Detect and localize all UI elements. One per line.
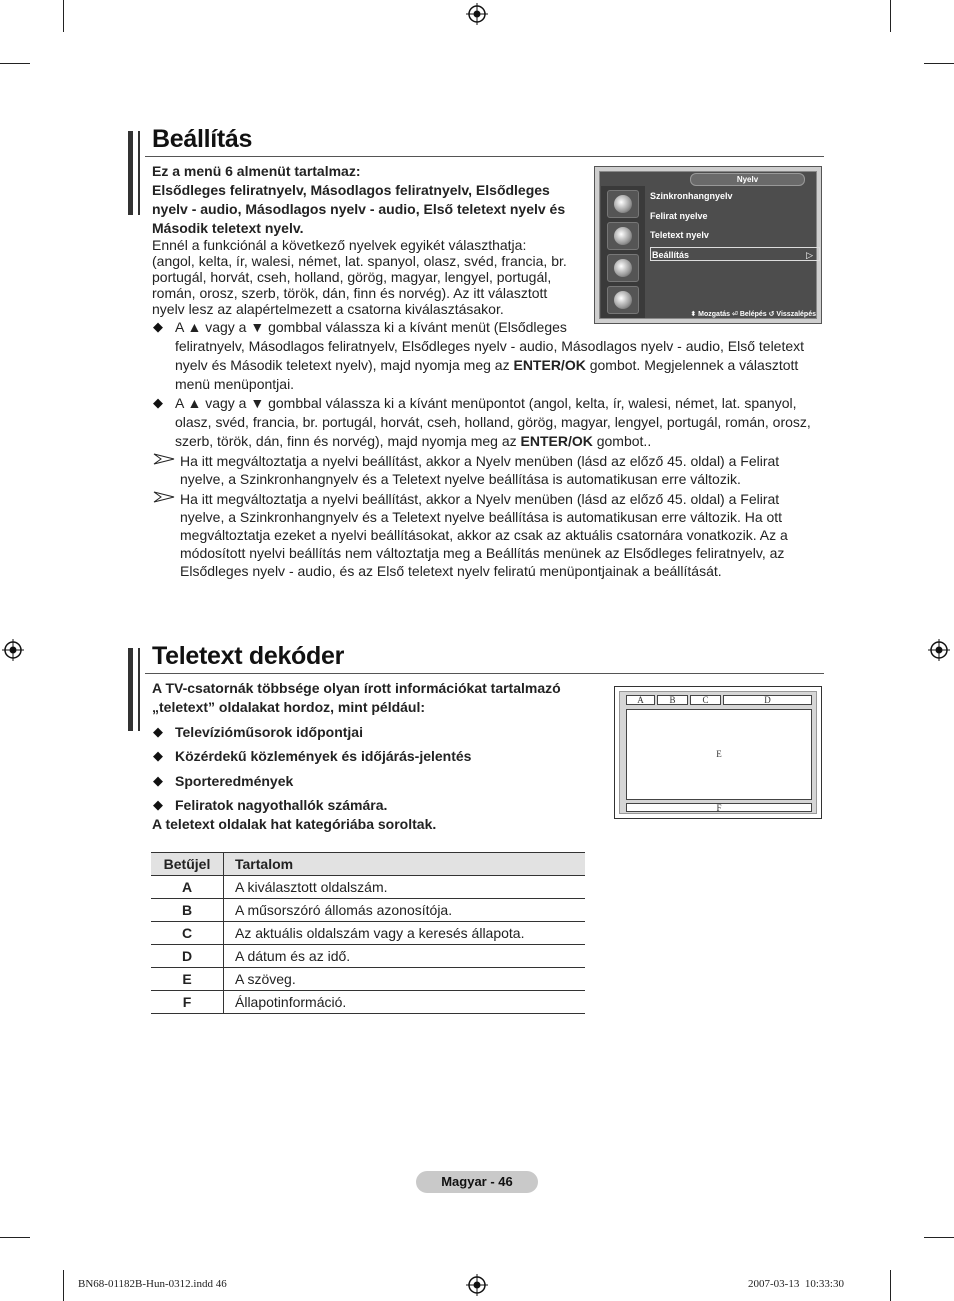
table-row (151, 945, 585, 968)
registration-mark-icon (466, 1274, 488, 1296)
bullet-line: nyelv és Második teletext nyelv), majd nyomja meg az ENTER/OK gombot. Megjelennek a választott (175, 357, 799, 373)
bullet-line: olasz, svéd, francia, br. portugál, horvát, cseh, holland, görög, magyar, lengyel, portugál, román, orosz, (175, 414, 811, 430)
table-cell-content: A műsorszóró állomás azonosítója. (224, 899, 586, 922)
bullet-line: feliratnyelv, Másodlagos feliratnyelv, Elsődleges nyelv - audio, Másodlagos nyelv - audio, Első teletext (175, 338, 805, 354)
registration-mark-icon (466, 3, 488, 25)
bullet-line: Közérdekű közlemények és időjárás-jelentés (175, 748, 472, 764)
menu-item-felirat-nyelve: Felirat nyelve (650, 211, 708, 221)
note-line: Ha itt megváltoztatja a nyelvi beállítást, akkor a Nyelv menüben (lásd az előző 45. oldal) a Felirat (180, 453, 780, 469)
section-bar (138, 648, 140, 731)
intro-line: portugál, horvát, cseh, holland, görög, magyar, lengyel, portugál, (152, 269, 552, 285)
note-arrow-icon (153, 453, 175, 465)
note-line: Ha itt megváltoztatja a nyelvi beállítást, akkor a Nyelv menüben (lásd az előző 45. oldal) a Felirat (180, 491, 780, 507)
diamond-bullet-icon: ◆ (153, 748, 163, 763)
bullet-line: Televízióműsorok időpontjai (175, 724, 363, 740)
diamond-bullet-icon: ◆ (153, 395, 163, 410)
table-row (151, 899, 585, 922)
table-row (151, 922, 585, 945)
setup-menu-icon (607, 286, 639, 314)
column-header-betujel: Betűjel (151, 853, 224, 876)
teletext-field-a: A (626, 695, 655, 705)
menu-item-teletext-nyelv: Teletext nyelv (650, 230, 709, 240)
note-line: nyelve, a Szinkronhangnyelv és a Teletext nyelve beállítása is automatikusan erre változik. (180, 471, 741, 487)
diamond-bullet-icon: ◆ (153, 797, 163, 812)
print-slug-file: BN68-01182B-Hun-0312.indd 46 (78, 1278, 227, 1290)
table-cell-letter: E (151, 968, 224, 991)
table-cell-content: A szöveg. (224, 968, 586, 991)
section-bar (128, 131, 133, 215)
teletext-field-d: D (723, 695, 812, 705)
section-title: Teletext dekóder (152, 642, 345, 670)
intro-line: nyelv lesz az alapértelmezett a csatorna kiválasztásakor. (152, 301, 504, 317)
intro-bold-line: Elsődleges feliratnyelv, Másodlagos feliratnyelv, Elsődleges (152, 182, 550, 198)
table-cell-letter: B (151, 899, 224, 922)
crop-mark (0, 1237, 30, 1238)
intro-bold-line: „teletext” oldalakat hordoz, mint például: (152, 699, 426, 715)
picture-menu-icon (607, 190, 639, 218)
intro-bold-line: Ez a menü 6 almenüt tartalmaz: (152, 163, 361, 179)
bullet-line: Sporteredmények (175, 773, 294, 789)
sound-menu-icon (607, 222, 639, 250)
table-row (151, 968, 585, 991)
crop-mark (63, 1270, 64, 1301)
section-rule (145, 156, 824, 157)
menu-item-szinkronhangnyelv: Szinkronhangnyelv (650, 191, 733, 201)
section-bar (128, 648, 133, 731)
teletext-layout-diagram (614, 686, 822, 819)
diamond-bullet-icon: ◆ (153, 773, 163, 788)
registration-mark-icon (2, 639, 24, 661)
crop-mark (890, 0, 891, 32)
intro-line: román, orosz, szerb, török, dán, finn és norvég). Az itt választott (152, 285, 548, 301)
intro-line: Ennél a funkciónál a következő nyelvek egyikét választhatja: (152, 237, 527, 253)
bullet-line: Feliratok nagyothallók számára. (175, 797, 388, 813)
teletext-field-b: B (657, 695, 688, 705)
intro-bold-line: nyelv - audio, Másodlagos nyelv - audio, Első teletext nyelv és (152, 201, 566, 217)
note-line: megváltoztatja ezeket a nyelvi beállításokat, akkor az csak az aktuális csatornára vonatkozik. Az a (180, 527, 788, 543)
intro-bold-line: A TV-csatornák többsége olyan írott információkat tartalmazó (152, 680, 561, 696)
table-cell-letter: C (151, 922, 224, 945)
diamond-bullet-icon: ◆ (153, 319, 163, 334)
page-number-badge: Magyar - 46 (416, 1171, 538, 1193)
table-cell-content: A dátum és az idő. (224, 945, 586, 968)
table-row (151, 876, 585, 899)
outro-line: A teletext oldalak hat kategóriába soroltak. (152, 816, 437, 832)
note-line: nyelve, a Szinkronhangnyelv és a Teletext nyelve beállítása is automatikusan erre változik. Ha ott (180, 509, 783, 525)
note-line: módosított nyelvi beállítás nem változtatja meg a Beállítás menünek az Elsődleges feliratnyelv, az (180, 545, 785, 561)
crop-mark (890, 1270, 891, 1301)
teletext-field-e: E (626, 709, 812, 800)
bullet-line: szerb, török, dán, finn és norvég), majd nyomja meg az ENTER/OK gombot.. (175, 433, 652, 449)
crop-mark (63, 0, 64, 32)
table-cell-letter: A (151, 876, 224, 899)
menu-tab-nyelv: Nyelv (690, 173, 805, 186)
note-line: Elsődleges nyelv - audio, és az Első teletext nyelv feliratú menüpontjainak a beállítását. (180, 563, 722, 579)
table-cell-content: Állapotinformáció. (224, 991, 586, 1014)
tv-menu-screenshot (594, 166, 822, 324)
tv-menu-panel (599, 171, 817, 319)
section-title: Beállítás (152, 125, 253, 153)
menu-footer: ⬍ Mozgatás ⏎ Belépés ↺ Visszalépés (690, 311, 816, 318)
intro-line: (angol, kelta, ír, walesi, német, lat. spanyol, olasz, svéd, francia, br. (152, 253, 567, 269)
diamond-bullet-icon: ◆ (153, 724, 163, 739)
registration-mark-icon (928, 639, 950, 661)
table-row (151, 991, 585, 1014)
triangle-right-icon: ▷ (806, 250, 813, 260)
teletext-field-f: F (626, 803, 812, 812)
menu-item-label: Beállítás (652, 250, 690, 260)
teletext-screen (619, 691, 817, 814)
crop-mark (0, 63, 30, 64)
teletext-category-table (151, 852, 585, 1014)
section-bar (138, 131, 140, 215)
table-cell-letter: F (151, 991, 224, 1014)
crop-mark (924, 1237, 954, 1238)
menu-item-beallitas (650, 247, 820, 261)
table-cell-letter: D (151, 945, 224, 968)
teletext-field-c: C (690, 695, 721, 705)
channel-menu-icon (607, 254, 639, 282)
print-slug-date: 2007-03-13 ︎︎ 10:33:30 (748, 1278, 844, 1290)
section-rule (145, 673, 824, 674)
bullet-line: A ▲ vagy a ▼ gombbal válassza ki a kívánt menüpontot (angol, kelta, ír, walesi, német, lat. spanyol, (175, 395, 797, 411)
table-header-row (151, 853, 585, 876)
bullet-line: A ▲ vagy a ▼ gombbal válassza ki a kívánt menüt (Elsődleges (175, 319, 567, 335)
menu-sidebar (601, 186, 645, 318)
table-cell-content: A kiválasztott oldalszám. (224, 876, 586, 899)
bullet-line: menü menüpontjai. (175, 376, 295, 392)
note-arrow-icon (153, 491, 175, 503)
table-cell-content: Az aktuális oldalszám vagy a keresés állapota. (224, 922, 586, 945)
column-header-tartalom: Tartalom (224, 853, 586, 876)
intro-bold-line: Második teletext nyelv. (152, 220, 304, 236)
crop-mark (924, 63, 954, 64)
